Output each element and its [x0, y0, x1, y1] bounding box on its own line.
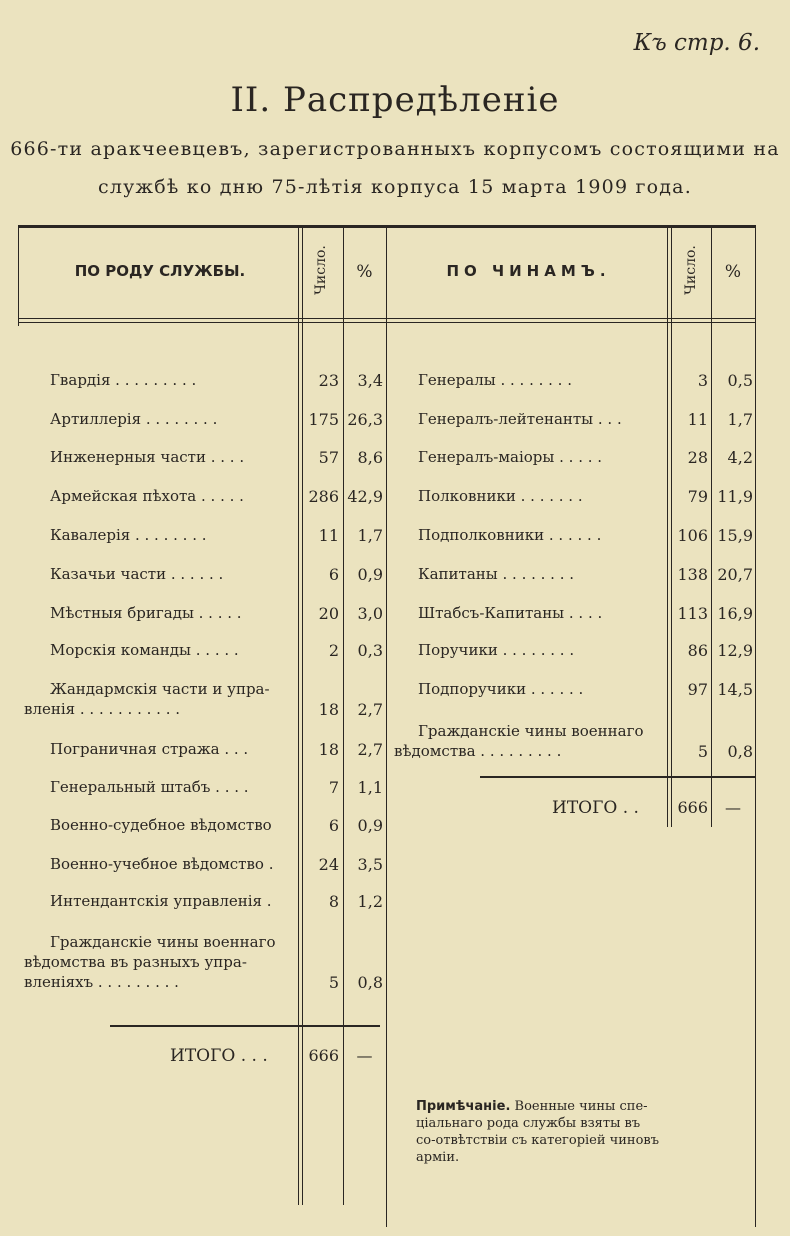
- right-row-label: Генералъ-лейтенанты . . .: [418, 410, 622, 428]
- right-row-pct: 16,9: [717, 604, 753, 623]
- right-row-label: Поручики . . . . . . . .: [418, 641, 575, 659]
- right-row-pct: 1,7: [727, 410, 753, 429]
- right-row-count: 97: [687, 680, 708, 699]
- left-row-count: 7: [328, 778, 339, 797]
- right-row-label: Капитаны . . . . . . . .: [418, 565, 575, 583]
- left-row-pct: 3,5: [357, 855, 383, 874]
- left-number-header: Число.: [313, 245, 329, 295]
- left-row-label: Гвардія . . . . . . . . .: [50, 371, 197, 389]
- table-top-rule: [18, 225, 756, 228]
- left-row-label: Морскія команды . . . . .: [50, 641, 239, 659]
- left-row-pct: 26,3: [347, 410, 383, 429]
- col-divider-4: [667, 227, 668, 827]
- table-left-border: [18, 227, 19, 326]
- left-total-rule: [110, 1025, 380, 1027]
- right-total-count: 666: [677, 798, 708, 817]
- right-row-pct: 0,8: [727, 742, 753, 761]
- left-row-label-continued: вленія . . . . . . . . . . .: [24, 700, 181, 718]
- left-row-pct: 0,3: [357, 641, 383, 660]
- right-total-pct: —: [725, 798, 741, 817]
- right-row-count: 138: [677, 565, 708, 584]
- right-row-pct: 15,9: [717, 526, 753, 545]
- right-row-count: 86: [687, 641, 708, 660]
- left-total-pct: —: [356, 1046, 373, 1065]
- right-row-pct: 20,7: [717, 565, 753, 584]
- right-row-label: Гражданскіе чины военнаго: [418, 722, 644, 740]
- left-row-label: Генеральный штабъ . . . .: [50, 778, 249, 796]
- left-row-count: 6: [328, 816, 339, 835]
- left-row-count: 11: [318, 526, 339, 545]
- right-percent-header: %: [724, 262, 742, 282]
- left-row-label: Военно-судебное вѣдомство: [50, 816, 272, 834]
- right-row-label: Полковники . . . . . . .: [418, 487, 583, 505]
- left-row-count: 5: [328, 973, 339, 992]
- right-row-pct: 12,9: [717, 641, 753, 660]
- left-row-count: 18: [318, 700, 339, 719]
- right-row-count: 3: [697, 371, 708, 390]
- left-percent-header: %: [356, 262, 373, 282]
- left-row-pct: 1,7: [357, 526, 383, 545]
- left-row-count: 57: [318, 448, 339, 467]
- left-column-header: ПО РОДУ СЛУЖБЫ.: [74, 262, 246, 280]
- left-row-label: Армейская пѣхота . . . . .: [50, 487, 244, 505]
- right-total-rule: [480, 776, 755, 778]
- left-row-label-continued: вѣдомства въ разныхъ упра-: [24, 953, 247, 971]
- left-row-count: 20: [318, 604, 339, 623]
- right-row-label: Подполковники . . . . . .: [418, 526, 602, 544]
- subtitle-line-1: 666-ти аракчеевцевъ, зарегистрованныхъ корпусомъ состоящими на: [10, 138, 780, 160]
- left-row-pct: 8,6: [357, 448, 383, 467]
- right-row-count: 79: [687, 487, 708, 506]
- page-reference: Къ стр. 6.: [633, 30, 760, 56]
- right-row-pct: 11,9: [717, 487, 753, 506]
- table-right-border: [755, 227, 756, 1227]
- left-row-count: 18: [318, 740, 339, 759]
- footnote: [416, 1098, 660, 1166]
- left-row-pct: 3,4: [357, 371, 383, 390]
- header-rule-2: [18, 322, 756, 323]
- left-row-label: Гражданскіе чины военнаго: [50, 933, 276, 951]
- left-row-pct: 0,8: [357, 973, 383, 992]
- right-row-count: 113: [677, 604, 708, 623]
- left-row-label: Артиллерія . . . . . . . .: [50, 410, 218, 428]
- left-row-label: Мѣстныя бригады . . . . .: [50, 604, 242, 622]
- left-row-count: 24: [318, 855, 339, 874]
- left-row-pct: 1,2: [357, 892, 383, 911]
- left-total-label: ИТОГО . . .: [170, 1046, 268, 1066]
- left-row-label: Интендантскія управленія .: [50, 892, 272, 910]
- right-row-count: 5: [697, 742, 708, 761]
- left-row-pct: 0,9: [357, 565, 383, 584]
- col-divider-1: [298, 227, 299, 1205]
- left-row-pct: 2,7: [357, 700, 383, 719]
- right-row-count: 11: [687, 410, 708, 429]
- left-row-count: 23: [318, 371, 339, 390]
- right-row-label-continued: вѣдомства . . . . . . . . .: [394, 742, 562, 760]
- left-row-label: Инженерныя части . . . .: [50, 448, 245, 466]
- left-row-label: Военно-учебное вѣдомство .: [50, 855, 274, 873]
- footnote-head: Примѣчаніе.: [416, 1099, 511, 1114]
- right-row-count: 28: [687, 448, 708, 467]
- left-row-pct: 0,9: [357, 816, 383, 835]
- right-row-pct: 4,2: [727, 448, 753, 467]
- right-number-header: Число.: [683, 245, 699, 295]
- left-row-count: 286: [308, 487, 339, 506]
- left-row-label-continued: вленіяхъ . . . . . . . . .: [24, 973, 179, 991]
- left-row-count: 175: [308, 410, 339, 429]
- left-row-pct: 3,0: [357, 604, 383, 623]
- right-row-label: Генералъ-маіоры . . . . .: [418, 448, 603, 466]
- left-row-pct: 2,7: [357, 740, 383, 759]
- right-row-count: 106: [677, 526, 708, 545]
- right-total-label: ИТОГО . .: [552, 798, 639, 818]
- right-row-pct: 14,5: [717, 680, 753, 699]
- left-row-pct: 1,1: [357, 778, 383, 797]
- right-row-label: Генералы . . . . . . . .: [418, 371, 572, 389]
- page-title: II. Распредѣленіе: [230, 80, 560, 120]
- right-column-header: ПО ЧИНАМЪ.: [446, 262, 611, 280]
- left-row-label: Пограничная стража . . .: [50, 740, 249, 758]
- left-total-count: 666: [308, 1046, 339, 1065]
- footnote-text: Военные чины спе-ціальнаго рода службы взяты въ со-отвѣтствіи съ категоріей чиновъ арміи.: [416, 1099, 660, 1165]
- left-row-count: 8: [328, 892, 339, 911]
- left-row-label: Жандармскія части и упра-: [50, 680, 270, 698]
- left-row-pct: 42,9: [347, 487, 383, 506]
- left-row-label: Казачьи части . . . . . .: [50, 565, 224, 583]
- right-row-label: Штабсъ-Капитаны . . . .: [418, 604, 603, 622]
- header-rule-1: [18, 318, 756, 319]
- col-divider-3: [386, 227, 387, 1227]
- subtitle-line-2: службѣ ко дню 75-лѣтія корпуса 15 марта 1909 года.: [98, 176, 692, 198]
- right-row-label: Подпоручики . . . . . .: [418, 680, 584, 698]
- left-row-count: 2: [328, 641, 339, 660]
- right-row-pct: 0,5: [727, 371, 753, 390]
- left-row-label: Кавалерія . . . . . . . .: [50, 526, 207, 544]
- left-row-count: 6: [328, 565, 339, 584]
